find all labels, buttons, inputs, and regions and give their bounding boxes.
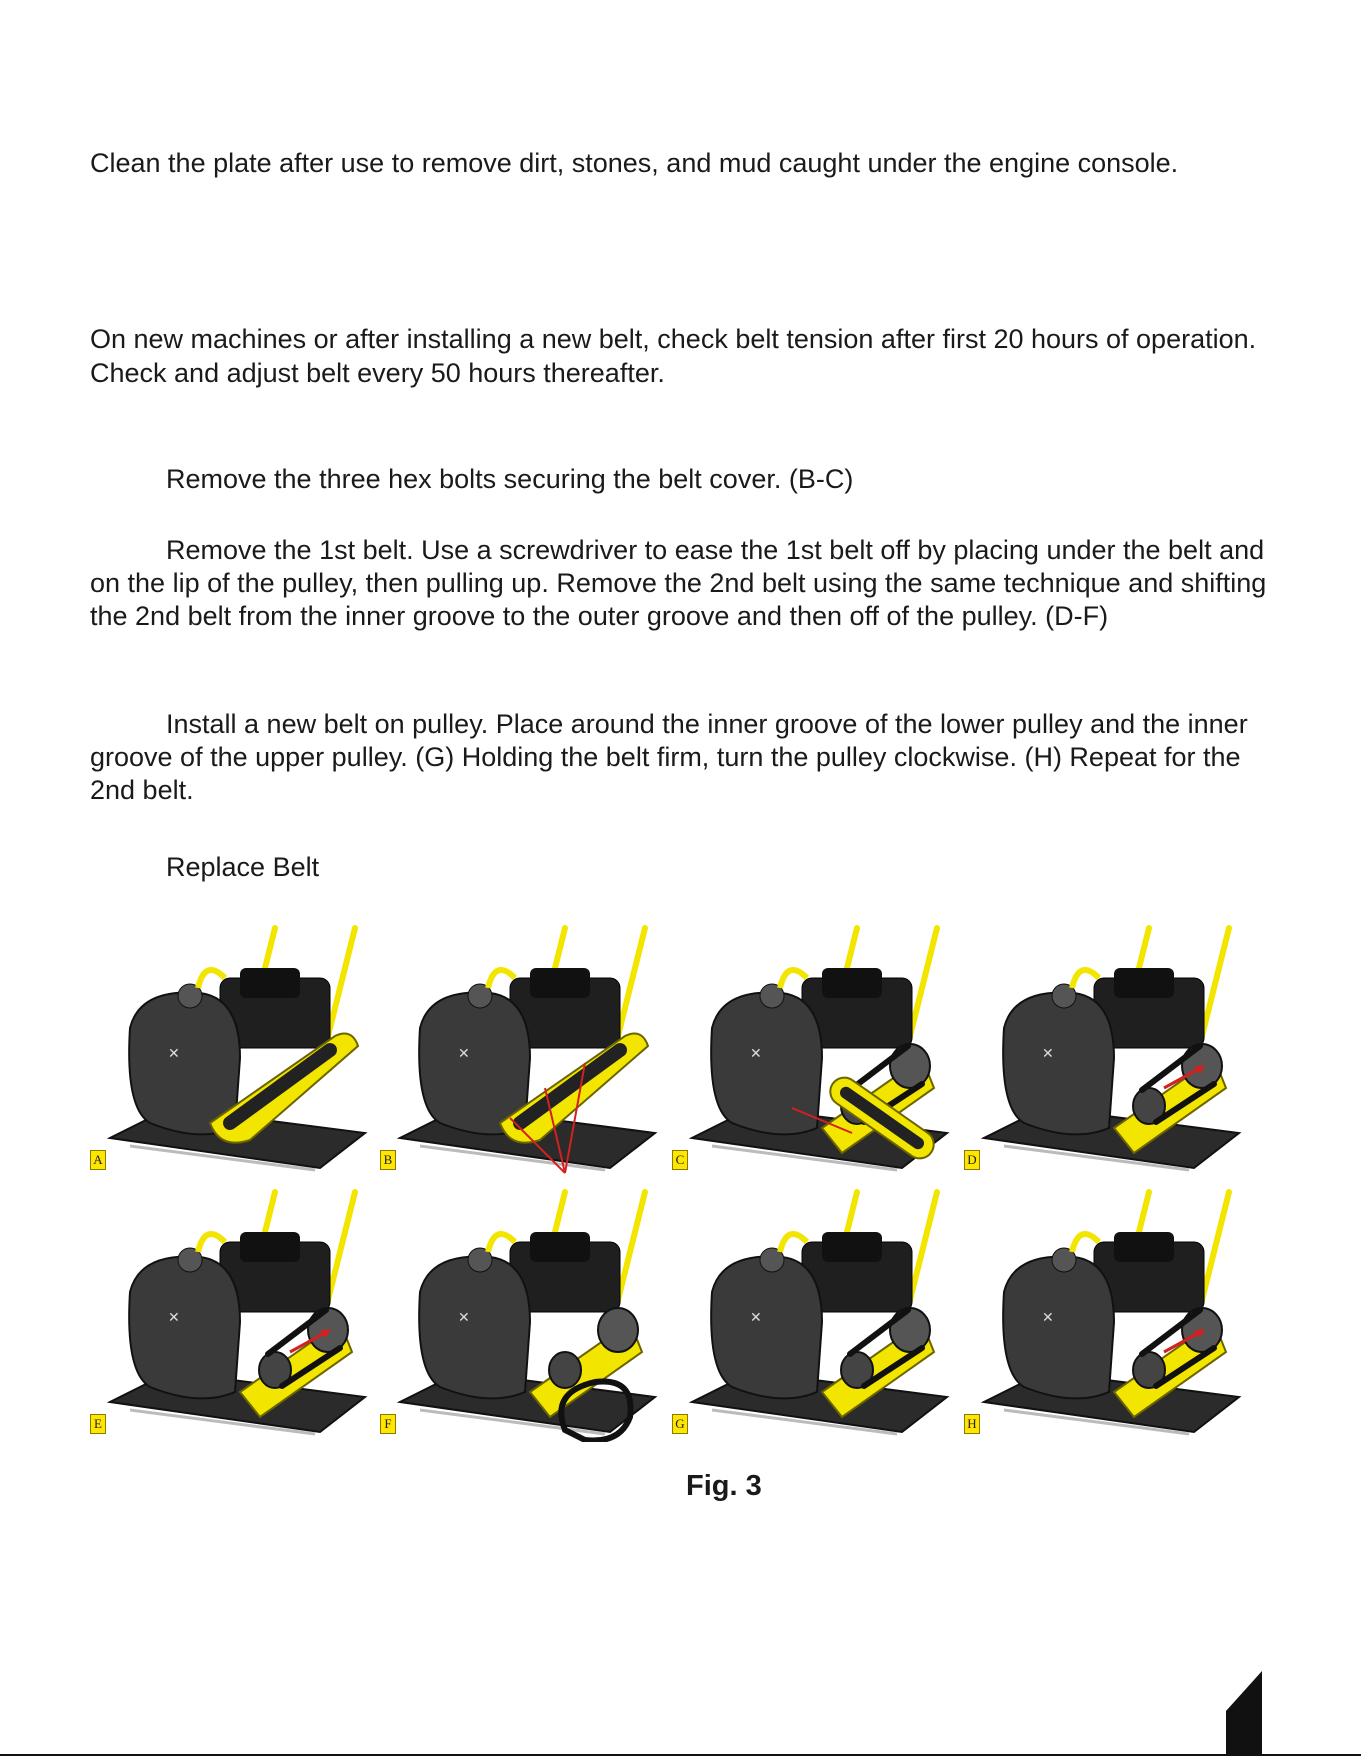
svg-text:✕: ✕ <box>168 1310 180 1326</box>
svg-text:✕: ✕ <box>750 1310 762 1326</box>
figure-panel-a <box>90 918 380 1178</box>
figure-panel-c <box>672 918 962 1178</box>
figure-panel-g <box>672 1182 962 1442</box>
figure-panel-b <box>380 918 670 1178</box>
cleaning-instruction: Clean the plate after use to remove dirt, stones, and mud caught under the engine console. <box>90 148 1179 178</box>
svg-text:✕: ✕ <box>750 1046 762 1062</box>
step-install-belt: Install a new belt on pulley. Place around the inner groove of the lower pulley and the inner groove of the upper pulley. (G) Holding the belt firm, turn the pulley clockwise. (H) Repeat for the 2nd belt. <box>90 709 1248 805</box>
figure-panel-e <box>90 1182 380 1442</box>
panel-label-e: E <box>90 1414 106 1434</box>
svg-text:✕: ✕ <box>168 1046 180 1062</box>
svg-text:✕: ✕ <box>458 1310 470 1326</box>
panel-label-b: B <box>380 1150 396 1170</box>
figure-caption: Fig. 3 <box>686 1470 762 1502</box>
page-corner-mark <box>1226 1671 1262 1760</box>
figure-panel-f <box>380 1182 670 1442</box>
svg-text:✕: ✕ <box>1042 1310 1054 1326</box>
figure-panel-d <box>964 918 1254 1178</box>
panel-label-g: G <box>672 1414 688 1434</box>
panel-label-d: D <box>964 1150 980 1170</box>
step-remove-bolts: Remove the three hex bolts securing the belt cover. (B-C) <box>166 464 854 494</box>
replace-belt-heading: Replace Belt <box>166 852 320 882</box>
belt-tension-instruction: On new machines or after installing a new belt, check belt tension after first 20 hours of operation. Check and adjust belt every 50 hours thereafter. <box>90 324 1257 388</box>
step-remove-belts: Remove the 1st belt. Use a screwdriver to ease the 1st belt off by placing under the belt and on the lip of the pulley, then pulling up. Remove the 2nd belt using the same technique and shifting the 2nd belt from the inner groove to the outer groove and then off of the pulley. (D-F) <box>90 535 1267 631</box>
svg-text:✕: ✕ <box>1042 1046 1054 1062</box>
bottom-rule <box>0 1754 1361 1756</box>
panel-label-c: C <box>672 1150 688 1170</box>
panel-label-a: A <box>90 1150 106 1170</box>
figure-panel-h <box>964 1182 1254 1442</box>
svg-text:✕: ✕ <box>458 1046 470 1062</box>
panel-label-f: F <box>380 1414 396 1434</box>
panel-label-h: H <box>964 1414 980 1434</box>
